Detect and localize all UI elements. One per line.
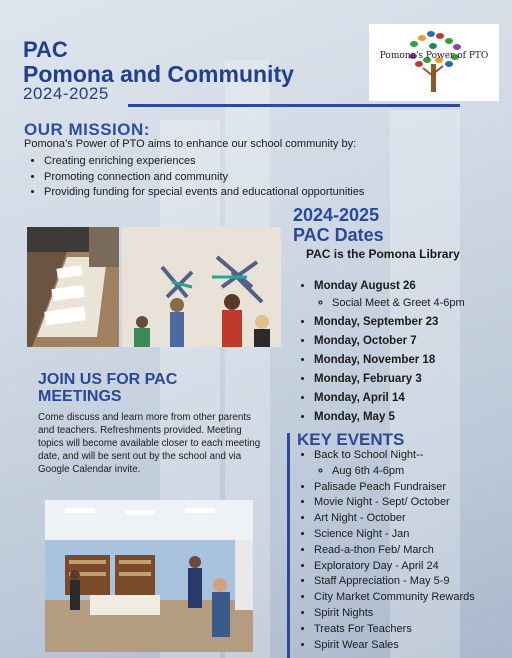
join-body: Come discuss and learn more from other parents and teachers. Refreshments provided. Meeting topics will become available closer to each meeting date, and will be sent out by the school and via Google Calendar invite.: [38, 412, 261, 475]
dates-heading-line1: 2024-2025: [293, 205, 380, 225]
events-divider: [287, 433, 290, 658]
library-meeting-photo: [45, 500, 253, 652]
tree-icon: [369, 24, 499, 101]
mission-heading: OUR MISSION:: [24, 120, 150, 139]
logo-text: Pomona's Power of PTO: [379, 51, 489, 61]
events-list: [300, 448, 475, 653]
list-item: • Back to School Night--: [314, 448, 475, 464]
list-item: • Monday August 26: [314, 277, 465, 296]
join-heading: [38, 371, 177, 405]
dates-list: [300, 277, 465, 427]
list-item: • Creating enriching experiences: [44, 154, 364, 170]
mission-intro: Pomona’s Power of PTO aims to enhance our school community by:: [24, 138, 357, 150]
list-item: • Monday, September 23: [314, 313, 465, 332]
events-heading: KEY EVENTS: [297, 430, 405, 449]
list-item: • Promoting connection and community: [44, 170, 364, 186]
list-item: • Staff Appreciation - May 5-9: [314, 574, 475, 590]
list-item: • Science Night - Jan: [314, 527, 475, 543]
list-item: • Monday, November 18: [314, 351, 465, 370]
mission-list: [30, 154, 364, 201]
dates-subheading: PAC is the Pomona Library: [306, 247, 460, 261]
list-item: • Monday, April 14: [314, 389, 465, 408]
list-item: • City Market Community Rewards: [314, 590, 475, 606]
list-item: • Monday, February 3: [314, 370, 465, 389]
list-item: • Palisade Peach Fundraiser: [314, 480, 475, 496]
header-divider: [128, 104, 460, 107]
kids-art-wall-photo: [122, 227, 281, 347]
list-item: • Spirit Wear Sales: [314, 638, 475, 654]
join-heading-line2: MEETINGS: [38, 388, 122, 405]
list-item: • Treats For Teachers: [314, 622, 475, 638]
header-title-line1: PAC: [23, 37, 68, 62]
header-title-line2: Pomona and Community: [23, 61, 294, 87]
list-item: ◦ Social Meet & Greet 4-6pm: [332, 296, 465, 311]
list-item: • Spirit Nights: [314, 606, 475, 622]
join-heading-line1: JOIN US FOR PAC: [38, 371, 178, 388]
list-item: • Monday, October 7: [314, 332, 465, 351]
list-item: • Providing funding for special events and educational opportunities: [44, 185, 364, 201]
library-tables-photo: [27, 227, 119, 347]
dates-heading: [293, 205, 384, 245]
list-item: • Movie Night - Sept/ October: [314, 495, 475, 511]
header-years: 2024-2025: [23, 84, 109, 103]
dates-heading-line2: PAC Dates: [293, 225, 384, 245]
list-item: • Monday, May 5: [314, 408, 465, 427]
pto-logo: [369, 24, 499, 101]
list-item: • Read-a-thon Feb/ March: [314, 543, 475, 559]
list-item: • Exploratory Day - April 24: [314, 559, 475, 575]
list-item: ◦ Aug 6th 4-6pm: [332, 464, 475, 480]
list-item: • Art Night - October: [314, 511, 475, 527]
